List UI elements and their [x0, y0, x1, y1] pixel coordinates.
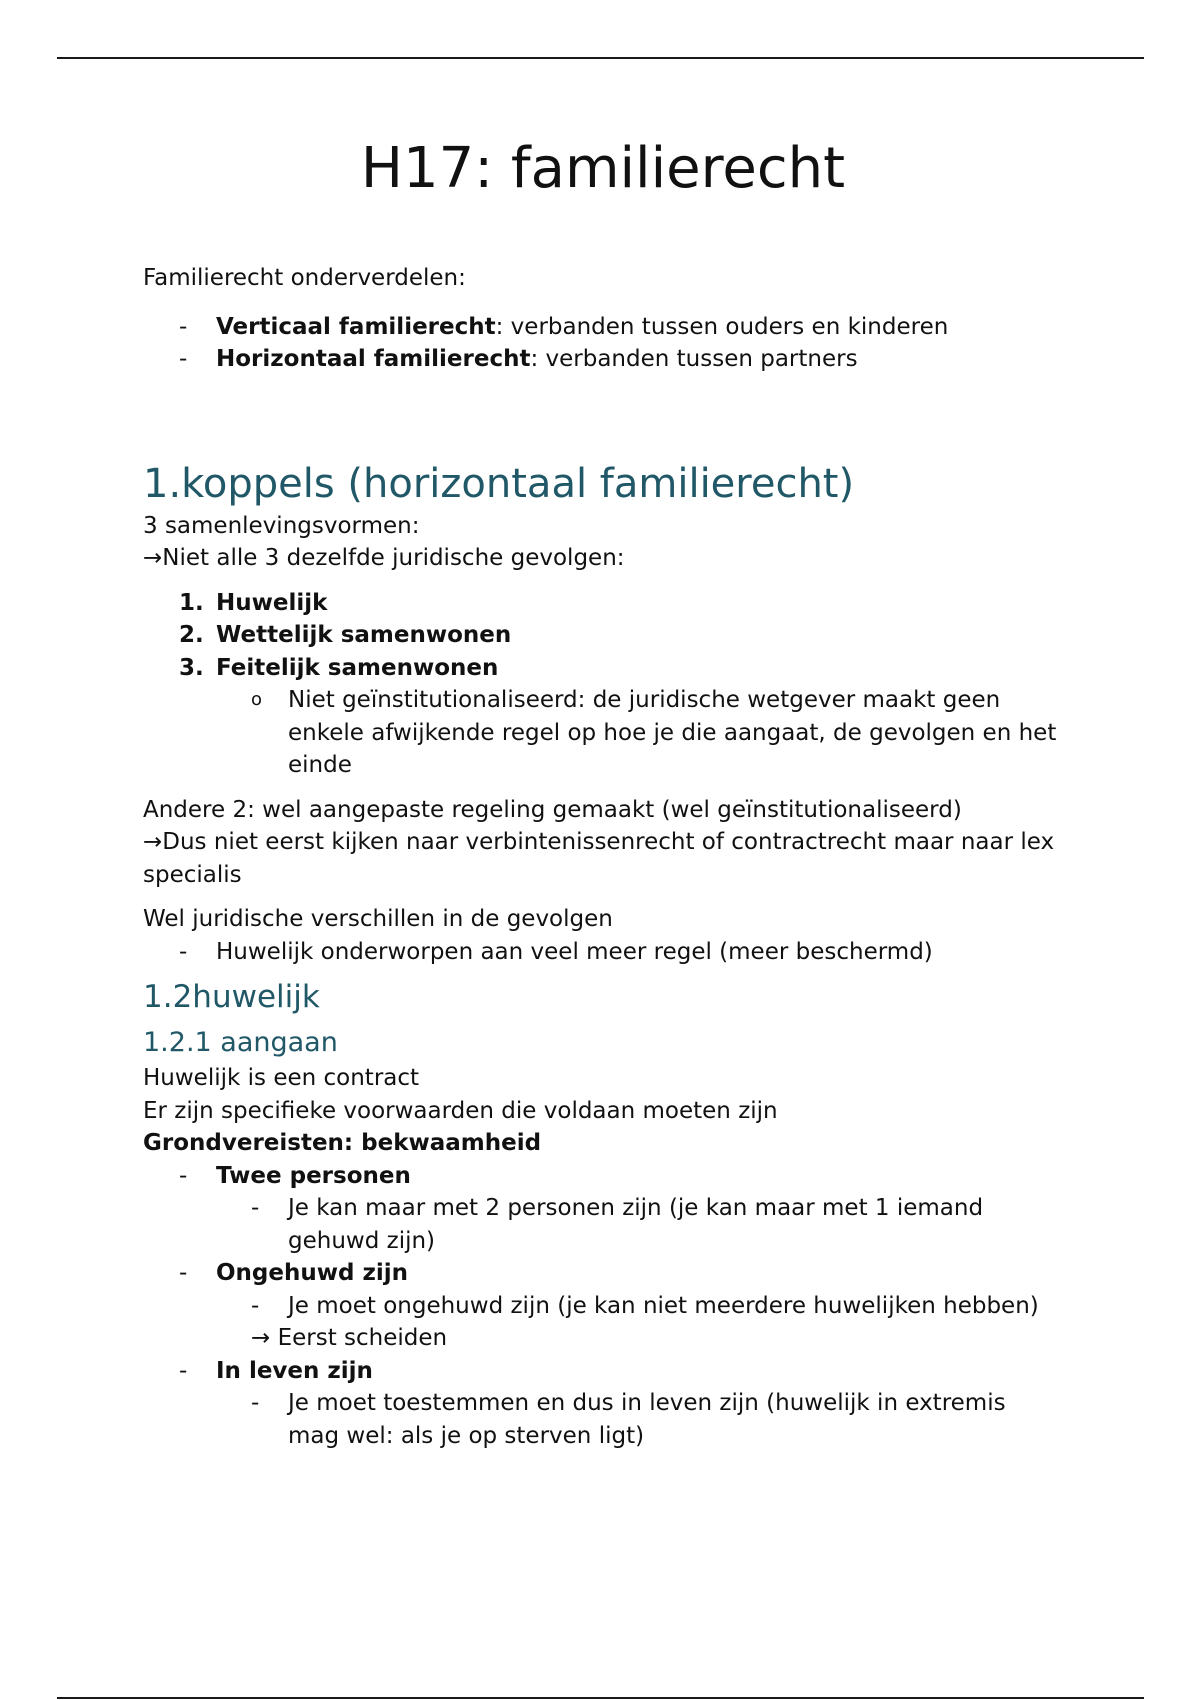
paragraph: →Dus niet eerst kijken naar verbintenissenrecht of contractrecht maar naar lex specialis	[143, 829, 1055, 888]
dash-bullet: -	[179, 313, 188, 340]
requirement-item	[143, 1160, 1063, 1193]
circle-bullet: o	[251, 689, 263, 710]
dash-bullet: -	[251, 1390, 260, 1416]
top-rule	[57, 57, 1144, 59]
list-item	[143, 343, 1063, 376]
requirement-label: In leven zijn	[216, 1357, 373, 1384]
numbered-item	[143, 587, 1063, 620]
item-number: 2.	[179, 622, 204, 648]
item-number: 3.	[179, 654, 204, 681]
item-label: Feitelijk samenwonen	[216, 654, 499, 681]
spacer	[143, 376, 1063, 446]
dash-bullet: -	[179, 1162, 188, 1189]
term-bold: Verticaal familierecht	[216, 313, 496, 340]
section-heading-1-2-1: 1.2.1 aangaan	[143, 1027, 338, 1058]
intro-list	[143, 311, 1063, 376]
paragraph: 3 samenlevingsvormen:	[143, 512, 420, 539]
paragraph: Andere 2: wel aangepaste regeling gemaakt (wel geïnstitutionaliseerd)	[143, 796, 962, 823]
paragraph: Huwelijk is een contract	[143, 1065, 420, 1091]
dash-bullet: -	[251, 1195, 260, 1221]
term-bold: Horizontaal familierecht	[216, 346, 531, 372]
term-description: : verbanden tussen ouders en kinderen	[495, 313, 949, 340]
list-item	[143, 936, 1063, 969]
item-label: Wettelijk samenwonen	[216, 622, 512, 648]
requirement-label: Ongehuwd zijn	[216, 1260, 408, 1286]
section-heading-1-2: 1.2huwelijk	[143, 979, 320, 1015]
requirement-label: Twee personen	[216, 1162, 411, 1189]
bottom-rule	[57, 1697, 1144, 1699]
requirement-detail	[143, 1192, 1063, 1257]
paragraph: →Niet alle 3 dezelfde juridische gevolgen:	[143, 545, 625, 571]
sub-item	[143, 684, 1063, 782]
requirement-detail-text: Je moet ongehuwd zijn (je kan niet meerdere huwelijken hebben)	[288, 1292, 1039, 1319]
dash-bullet: -	[251, 1292, 260, 1319]
requirement-detail-text: Je moet toestemmen en dus in leven zijn (huwelijk in extremis mag wel: als je op sterven ligt)	[288, 1390, 1006, 1449]
grondvereisten-label: Grondvereisten: bekwaamheid	[143, 1130, 542, 1156]
dash-bullet: -	[179, 346, 188, 372]
paragraph: Er zijn specifieke voorwaarden die voldaan moeten zijn	[143, 1097, 778, 1124]
numbered-item	[143, 619, 1063, 652]
paragraph-bold	[143, 1127, 1063, 1160]
arrow-note: → Eerst scheiden	[251, 1325, 448, 1351]
page-title: H17: familierecht	[360, 136, 846, 201]
item-label: Huwelijk	[216, 589, 328, 616]
numbered-item	[143, 652, 1063, 685]
intro-text: Familierecht onderverdelen:	[143, 265, 466, 291]
item-number: 1.	[179, 589, 204, 616]
requirement-detail	[143, 1290, 1063, 1323]
paragraph: Wel juridische verschillen in de gevolgen	[143, 906, 613, 932]
dash-bullet: -	[179, 1260, 188, 1286]
requirement-item	[143, 1355, 1063, 1388]
list-item-text: Huwelijk onderworpen aan veel meer regel (meer beschermd)	[216, 938, 933, 965]
document-body	[143, 262, 1063, 1452]
requirement-detail	[143, 1387, 1063, 1452]
sub-item-text: Niet geïnstitutionaliseerd: de juridische wetgever maakt geen enkele afwijkende regel op hoe je die aangaat, de gevolgen en het einde	[288, 687, 1057, 778]
dash-bullet: -	[179, 938, 188, 965]
section-heading-1: 1.koppels (horizontaal familierecht)	[143, 460, 855, 507]
requirement-item	[143, 1257, 1063, 1290]
requirement-detail-text: Je kan maar met 2 personen zijn (je kan maar met 1 iemand gehuwd zijn)	[288, 1195, 984, 1254]
list-item	[143, 311, 1063, 344]
dash-bullet: -	[179, 1357, 188, 1384]
numbered-list	[143, 587, 1063, 782]
term-description: : verbanden tussen partners	[530, 346, 858, 372]
